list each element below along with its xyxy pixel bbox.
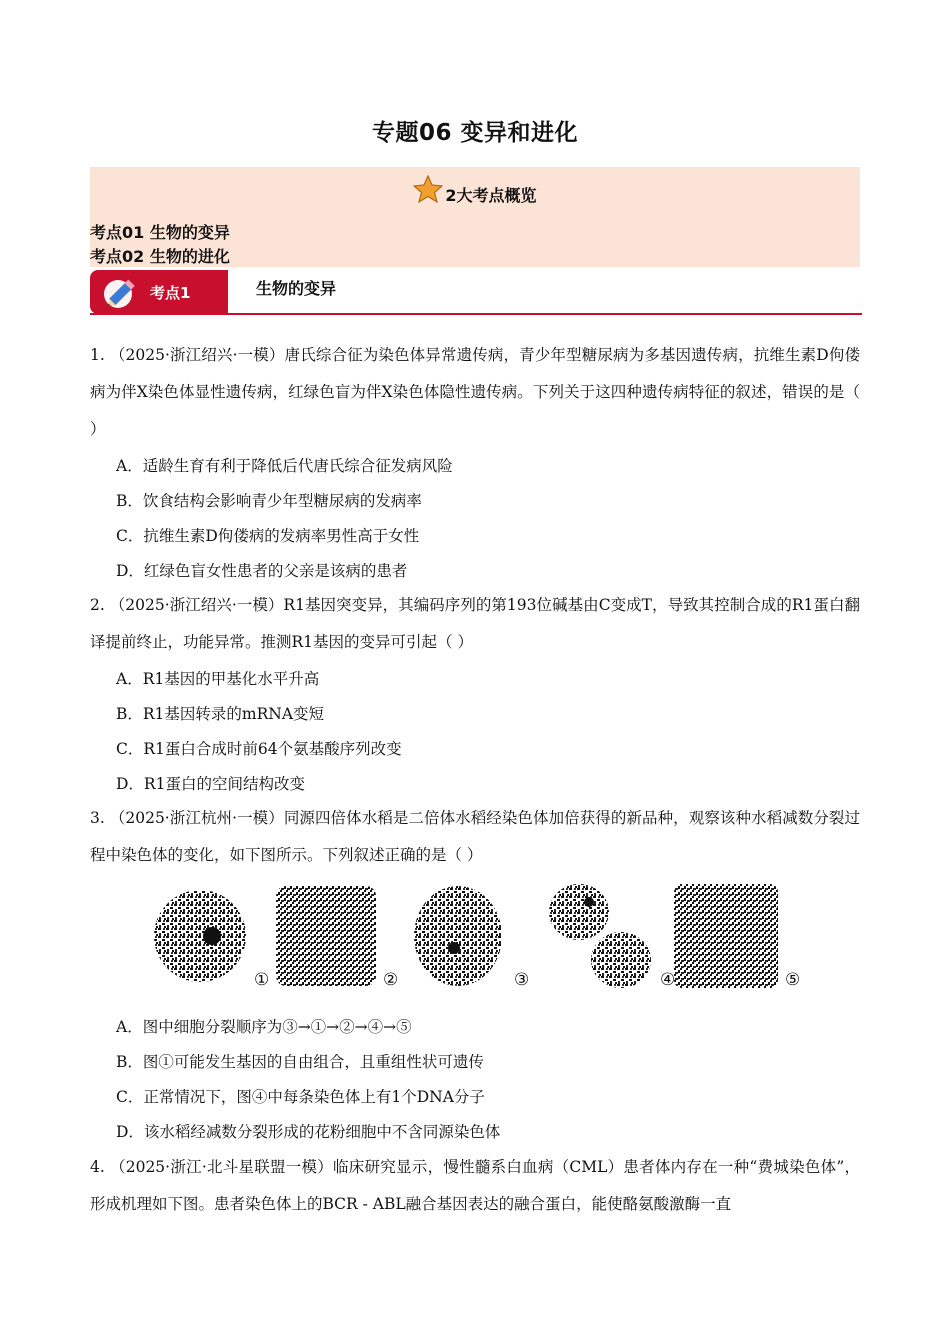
question-3-option-a: A．图中细胞分裂顺序为③→①→②→④→⑤ (116, 1018, 412, 1036)
figure-label-4: ④ (660, 970, 676, 990)
micrograph-5 (672, 880, 782, 992)
question-2-option-b: B．R1基因转录的mRNA变短 (116, 705, 325, 723)
question-3-option-c: C．正常情况下，图④中每条染色体上有1个DNA分子 (116, 1088, 485, 1106)
figure-label-5: ⑤ (785, 970, 801, 990)
overview-item-2: 考点02 生物的进化 (90, 247, 230, 266)
section-banner (90, 270, 862, 316)
overview-heading-text: 2大考点概览 (445, 186, 537, 205)
question-2-stem: 2. （2025·浙江绍兴·一模）R1基因突变异，其编码序列的第193位碱基由C变成T，导致其控制合成的R1蛋白翻译提前终止，功能异常。推测R1基因的变异可引起（ ） (90, 596, 860, 651)
star-icon (413, 175, 443, 207)
figure-label-1: ① (254, 970, 270, 990)
figure-label-3: ③ (514, 970, 530, 990)
question-3-option-b: B．图①可能发生基因的自由组合，且重组性状可遗传 (116, 1053, 484, 1071)
overview-item-1: 考点01 生物的变异 (90, 223, 230, 242)
question-2-option-a: A．R1基因的甲基化水平升高 (116, 670, 320, 688)
question-3-option-d: D．该水稻经减数分裂形成的花粉细胞中不含同源染色体 (116, 1123, 501, 1141)
overview-box (90, 167, 860, 267)
page-title: 专题06 变异和进化 (371, 120, 578, 146)
section-topic: 生物的变异 (256, 279, 337, 298)
micrograph-2 (272, 880, 382, 992)
overview-heading (90, 175, 860, 207)
figure-label-2: ② (383, 970, 399, 990)
question-4-stem: 4. （2025·浙江·北斗星联盟一模）临床研究显示，慢性髓系白血病（CML）患者体内存在一种“费城染色体”，形成机理如下图。患者染色体上的BCR - ABL融合基因表达的融合蛋白，能使酪氨酸激酶一直 (90, 1158, 860, 1213)
question-2-option-c: C．R1蛋白合成时前64个氨基酸序列改变 (116, 740, 402, 758)
question-3-stem: 3. （2025·浙江杭州·一模）同源四倍体水稻是二倍体水稻经染色体加倍获得的新品种，观察该种水稻减数分裂过程中染色体的变化，如下图所示。下列叙述正确的是（ ） (90, 809, 860, 864)
question-1-option-a: A．适龄生育有利于降低后代唐氏综合征发病风险 (116, 457, 453, 475)
question-1-stem: 1. （2025·浙江绍兴·一模）唐氏综合征为染色体异常遗传病，青少年型糖尿病为多基因遗传病，抗维生素D佝偻病为伴X染色体显性遗传病，红绿色盲为伴X染色体隐性遗传病。下列关于这四种遗传病特征的叙述，错误的是（ ） (90, 346, 860, 438)
section-divider (90, 313, 862, 315)
pencil-icon (102, 274, 142, 316)
micrograph-4 (545, 880, 660, 992)
section-tab (90, 270, 228, 314)
micrograph-3 (410, 880, 510, 992)
micrograph-1 (150, 880, 250, 992)
question-2-option-d: D．R1蛋白的空间结构改变 (116, 775, 305, 793)
section-tab-label: 考点1 (150, 284, 191, 302)
question-1-option-b: B．饮食结构会影响青少年型糖尿病的发病率 (116, 492, 422, 510)
question-1-option-d: D．红绿色盲女性患者的父亲是该病的患者 (116, 562, 408, 580)
question-1-option-c: C．抗维生素D佝偻病的发病率男性高于女性 (116, 527, 420, 545)
